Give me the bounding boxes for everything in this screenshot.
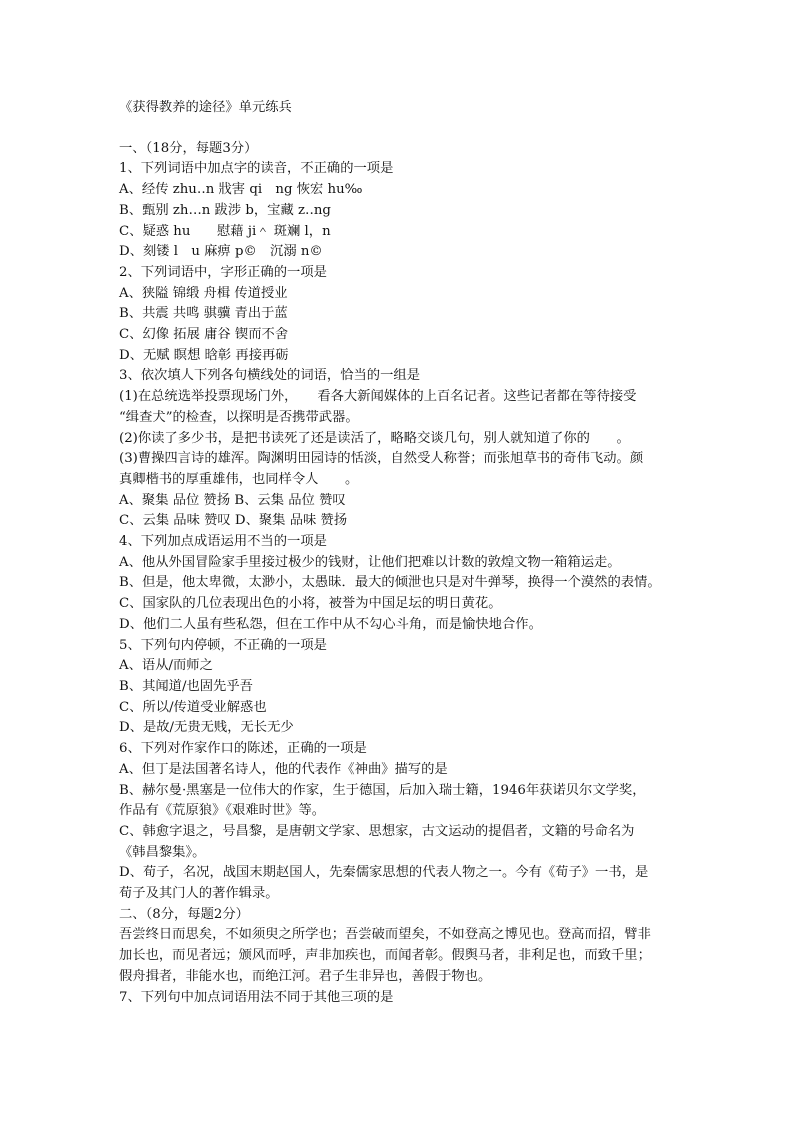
- option-line: D、是故/无贵无贱，无长无少: [119, 720, 294, 736]
- option-line: A、狭隘 锦缎 舟楫 传道授业: [119, 285, 288, 301]
- option-line: A、语从/而师之: [119, 658, 213, 674]
- option-line: B、但是，他太卑微，太渺小，太愚昧．最大的倾泄也只是对牛弹琴，换得一个漠然的表情。: [119, 575, 661, 591]
- question-1: 1、下列词语中加点字的读音，不正确的一项是: [119, 161, 394, 177]
- text-line: 《韩昌黎集》。: [119, 844, 206, 860]
- option-line: D、他们二人虽有些私怨，但在工作中从不勾心斗角，而是愉快地合作。: [119, 616, 542, 632]
- passage-line: 假舟揖者，非能水也，而绝江河。君子生非异也，善假于物也。: [119, 968, 492, 984]
- option-line: B、共震 共鸣 骐骥 青出于蓝: [119, 306, 288, 322]
- option-line: B、其闻道/也固先乎吾: [119, 678, 253, 694]
- text-line: 荀子及其门人的著作辑录。: [119, 886, 279, 902]
- document-body: [119, 139, 679, 1009]
- passage-line: 加长也，而见者远；颁风而呼，声非加疾也，而闻者彰。假舆马者，非利足也，而致千里；: [119, 948, 651, 964]
- option-line: D、无赋 瞑想 晗彰 再接再砺: [119, 347, 289, 363]
- option-line: B、甄别 zh…n 跋涉 b，宝藏 z‥ng: [119, 202, 331, 218]
- passage-line: 吾尝终日而思矣，不如须臾之所学也；吾尝破而望矣，不如登高之博见也。登高而招，臂非: [119, 927, 651, 943]
- text-line: (1)在总统选举投票现场门外， 看各大新闻媒体的上百名记者。这些记者都在等待接受: [119, 389, 637, 405]
- option-line: C、幻像 拓展 庸谷 锲而不舍: [119, 327, 289, 343]
- option-line: C、国家队的几位表现出色的小将，被誉为中国足坛的明日黄花。: [119, 596, 502, 612]
- question-2: 2、下列词语中，字形正确的一项是: [119, 264, 327, 280]
- question-5: 5、下列句内停顿，不正确的一项是: [119, 637, 327, 653]
- option-line: B、赫尔曼·黑塞是一位伟大的作家，生于德国，后加入瑞士籍，1946年获诺贝尔文学奖，: [119, 782, 646, 798]
- text-line: (2)你读了多少书，是把书读死了还是读活了，略略交谈几句，别人就知道了你的 。: [119, 430, 630, 446]
- option-line: C、韩愈字退之，号昌黎，是唐朝文学家、思想家，古文运动的提倡者，文籍的号命名为: [119, 823, 635, 839]
- document-title: 《获得教养的途径》单元练兵: [119, 100, 292, 115]
- option-line: C、云集 品味 赞叹 D、聚集 品味 赞扬: [119, 513, 348, 529]
- question-4: 4、下列加点成语运用不当的一项是: [119, 534, 327, 550]
- document-page: [119, 98, 679, 1008]
- text-line: “缉查犬”的检查，以探明是否携带武器。: [119, 409, 359, 425]
- text-line: 真卿楷书的厚重雄伟，也同样令人 。: [119, 471, 359, 487]
- option-line: A、经传 zhu‥n 戕害 qi ng 恢宏 hu‰: [119, 182, 363, 198]
- option-line: A、但丁是法国著名诗人，他的代表作《神曲》描写的是: [119, 761, 448, 777]
- option-line: C、疑惑 hu 慰藉 ji＾ 斑斓 l，n: [119, 223, 331, 239]
- option-line: D、荀子，名况，战国末期赵国人，先秦儒家思想的代表人物之一。今有《荀子》一书，是: [119, 865, 649, 881]
- spacer: [119, 119, 679, 139]
- text-line: (3)曹操四言诗的雄浑。陶渊明田园诗的恬淡，自然受人称誉；而张旭草书的奇伟飞动。颜: [119, 451, 644, 467]
- option-line: A、聚集 品位 赞扬 B、云集 品位 赞叹: [119, 492, 346, 508]
- option-line: D、刻镂 l u 麻痹 p© 沉溺 n©: [119, 244, 323, 260]
- section-heading: 一、（18分，每题3分）: [119, 140, 258, 156]
- option-line: C、所以/传道受业解惑也: [119, 699, 267, 715]
- text-line: 作品有《荒原狼》《艰难时世》等。: [119, 803, 326, 819]
- question-7: 7、下列句中加点词语用法不同于其他三项的是: [119, 989, 394, 1005]
- question-3: 3、依次填人下列各句横线处的词语，恰当的一组是: [119, 368, 420, 384]
- section-heading: 二、（8分，每题2分）: [119, 906, 249, 922]
- option-line: A、他从外国冒险家手里接过极少的钱财，让他们把难以计数的敦煌文物一箱箱运走。: [119, 554, 621, 570]
- question-6: 6、下列对作家作口的陈述，正确的一项是: [119, 741, 367, 757]
